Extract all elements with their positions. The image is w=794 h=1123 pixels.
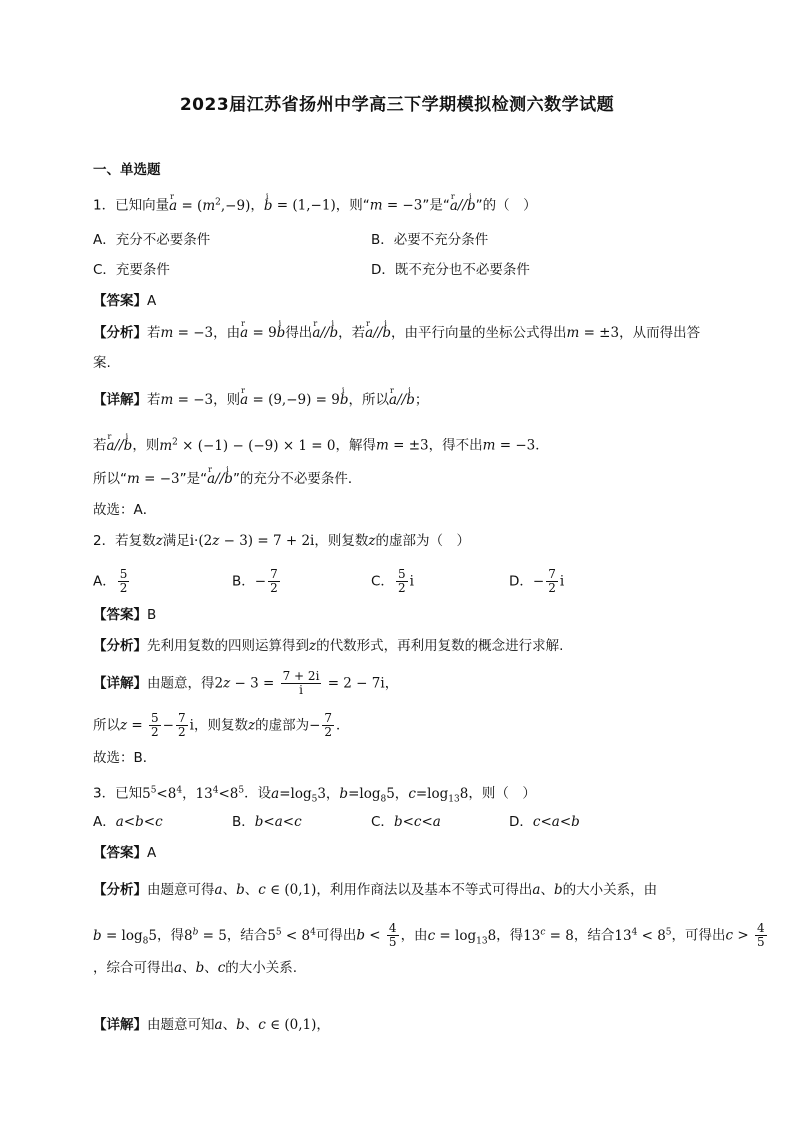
- q3-analysis-line1: 【分析】由题意可得a、b、c ∈ (0,1)，利用作商法以及基本不等式可得出a、b的大小关系，由: [93, 882, 658, 898]
- q3-option-b: B．b<a<c: [232, 814, 302, 830]
- q1-option-a: A．充分不必要条件: [93, 232, 211, 248]
- q2-option-b: B．− $\frac{7}{2}$: [232, 567, 278, 595]
- section-heading: 一、单选题: [93, 162, 161, 178]
- q1-option-b: B．必要不充分条件: [371, 232, 489, 248]
- q3-answer: 【答案】A: [93, 845, 157, 861]
- q1-detail-line1: 【详解】若m = −3，则r a = (9,−9) = 9i b，所以r a//i b；: [93, 390, 713, 410]
- q2-answer: 【答案】B: [93, 607, 157, 623]
- q1-option-d: D．既不充分也不必要条件: [371, 262, 530, 278]
- q1-detail-line3: 所以“m = −3”是“r a//i b”的充分不必要条件．: [93, 469, 713, 489]
- page-title: 2023届江苏省扬州中学高三下学期模拟检测六数学试题: [179, 95, 615, 115]
- q3-option-c: C．b<c<a: [371, 814, 441, 830]
- q1-conclusion: 故选：A．: [93, 502, 157, 518]
- q2-detail-line2: 所以z = $\frac{5}{2}$ − $\frac{7}{2}$ i，则复数z的虚部为− $\frac{7}{2}$ ．: [93, 711, 350, 739]
- q3-option-d: D．c<a<b: [509, 814, 580, 830]
- q1-analysis-line2: 案.: [93, 355, 111, 371]
- q1-analysis-line1: 【分析】若m = −3，由r a = 9i b得出r a//i b，若r a//i b，由平行向量的坐标公式得出m = ±3，从而得出答: [93, 323, 713, 343]
- q3-option-a: A．a<b<c: [93, 814, 163, 830]
- q3-stem: 3．已知$5^5<8^4$，$13^4<8^5$．设$a=\log_53$，$b=\log_85$，$c=\log_{13}8$，则（ ）: [93, 785, 536, 805]
- q3-analysis-line2: $b = \log_85$，得$8^b = 5$，结合$5^5 < 8^4$可得出b < $\frac{4}{5}$ ，由$c = \log_{13}8$，得$13^c = 8$，结合$13^4 < 8^5$，可得出c > $\frac{4}{5}$: [93, 921, 765, 949]
- q3-analysis-line3: ，综合可得出a、b、c的大小关系.: [93, 960, 298, 976]
- q2-analysis: 【分析】先利用复数的四则运算得到z的代数形式，再利用复数的概念进行求解.: [93, 638, 564, 654]
- q1-option-c: C．充要条件: [93, 262, 170, 278]
- q3-detail-line1: 【详解】由题意可知a、b、c ∈ (0,1)，: [93, 1017, 330, 1033]
- q2-detail-line1: 【详解】由题意，得2z − 3 = $\frac{7 + 2i}{i}$ = 2 − 7i，: [93, 669, 399, 697]
- q2-conclusion: 故选：B．: [93, 750, 157, 766]
- q2-option-a: A． $\frac{5}{2}$: [93, 567, 128, 595]
- q2-stem: 2．若复数z满足i·(2z − 3) = 7 + 2i，则复数z的虚部为（ ）: [93, 533, 470, 549]
- q1-stem: 1．已知向量r $a = (m^2,-9)$，i b = (1,−1)，则“m = −3”是“r a//i b”的（ ）: [93, 192, 713, 216]
- q1-answer: 【答案】A: [93, 293, 157, 309]
- q2-option-c: C． $\frac{5}{2}$ i: [371, 567, 414, 595]
- q1-detail-line2: 若r a//i b，则$m^2 \times (-1) - (-9) \times 1 = 0$，解得m = ±3，得不出m = −3．: [93, 432, 713, 456]
- q2-option-d: D．− $\frac{7}{2}$ i: [509, 567, 565, 595]
